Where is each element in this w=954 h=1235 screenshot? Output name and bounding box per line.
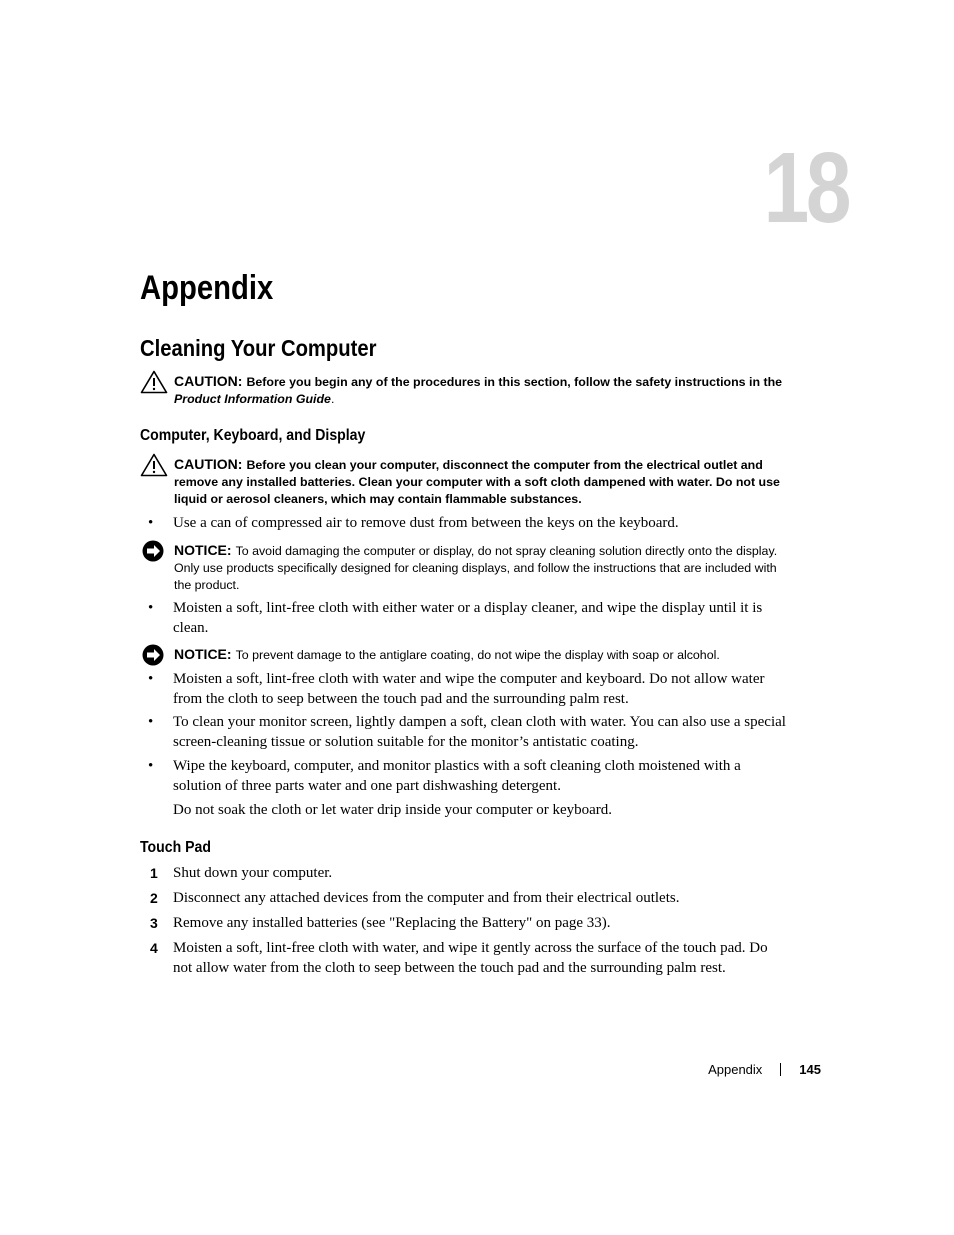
caution-cleaning	[140, 456, 784, 508]
paragraph: Do not soak the cloth or let water drip inside your computer or keyboard.	[173, 802, 613, 818]
footer-section-name: Appendix	[708, 1062, 763, 1077]
step-number: 2	[150, 890, 158, 906]
notice-label: NOTICE:	[174, 646, 232, 662]
bullet-marker: •	[148, 515, 154, 531]
subsection-title-ckd: Computer, Keyboard, and Display	[140, 427, 366, 444]
warning-triangle-icon	[140, 453, 168, 477]
bullet-marker: •	[148, 600, 154, 616]
bullet-text: Moisten a soft, lint-free cloth with water and wipe the computer and keyboard. Do not allow water from the cloth to seep between the touch pad and the surrounding palm rest.	[173, 671, 765, 707]
footer-divider	[780, 1063, 781, 1076]
bullet-marker: •	[148, 714, 154, 730]
caution-end: .	[330, 392, 335, 406]
step-text: Remove any installed batteries (see "Replacing the Battery" on page 33).	[173, 915, 611, 931]
caution-guide-title: Product Information Guide	[174, 392, 331, 406]
page-footer	[708, 1061, 821, 1079]
subsection-title-touchpad: Touch Pad	[140, 839, 211, 856]
notice-arrow-icon	[141, 539, 169, 563]
bullet-text: Moisten a soft, lint-free cloth with either water or a display cleaner, and wipe the display until it is clean.	[173, 600, 763, 636]
caution-label: CAUTION:	[174, 373, 243, 389]
chapter-number: 18	[763, 132, 848, 244]
bullet-text: Wipe the keyboard, computer, and monitor plastics with a soft cleaning cloth moistened with a solution of three parts water and one part dishwashing detergent.	[173, 758, 741, 794]
caution-text: Before you begin any of the procedures in this section, follow the safety instructions in the	[246, 375, 783, 389]
bullet-text: To clean your monitor screen, lightly dampen a soft, clean cloth with water. You can also use a special screen-cleaning tissue or solution suitable for the monitor’s antistatic coating.	[173, 714, 786, 750]
step-number: 3	[150, 915, 158, 931]
step-text: Disconnect any attached devices from the computer and from their electrical outlets.	[173, 890, 680, 906]
section-title: Cleaning Your Computer	[140, 335, 377, 361]
caution-intro	[140, 373, 784, 409]
bullet-marker: •	[148, 758, 154, 774]
notice-arrow-icon	[141, 643, 169, 667]
caution-text: Before you clean your computer, disconnect the computer from the electrical outlet and remove any installed batteries. Clean your computer with a soft cloth dampened with water. Do not use liquid or aerosol cleaners, which may contain flammable substances.	[174, 458, 780, 506]
notice-label: NOTICE:	[174, 542, 232, 558]
bullet-marker: •	[148, 671, 154, 687]
warning-triangle-icon	[140, 370, 168, 394]
caution-label: CAUTION:	[174, 456, 243, 472]
step-number: 4	[150, 940, 158, 956]
notice-text: To prevent damage to the antiglare coating, do not wipe the display with soap or alcohol.	[235, 648, 720, 662]
step-text: Moisten a soft, lint-free cloth with water, and wipe it gently across the surface of the touch pad. Do not allow water from the cloth to seep between the touch pad and the surrounding palm rest.	[173, 940, 768, 976]
notice-text: To avoid damaging the computer or display, do not spray cleaning solution directly onto the display. Only use products specifically designed for cleaning displays, and follow the instructions that are included with the product.	[174, 544, 778, 592]
notice-display-cleaning	[140, 542, 784, 594]
step-number: 1	[150, 865, 158, 881]
bullet-text: Use a can of compressed air to remove dust from between the keys on the keyboard.	[173, 515, 679, 531]
chapter-title: Appendix	[140, 269, 274, 307]
page-number: 145	[799, 1062, 821, 1077]
notice-antiglare	[140, 646, 784, 666]
step-text: Shut down your computer.	[173, 865, 333, 881]
